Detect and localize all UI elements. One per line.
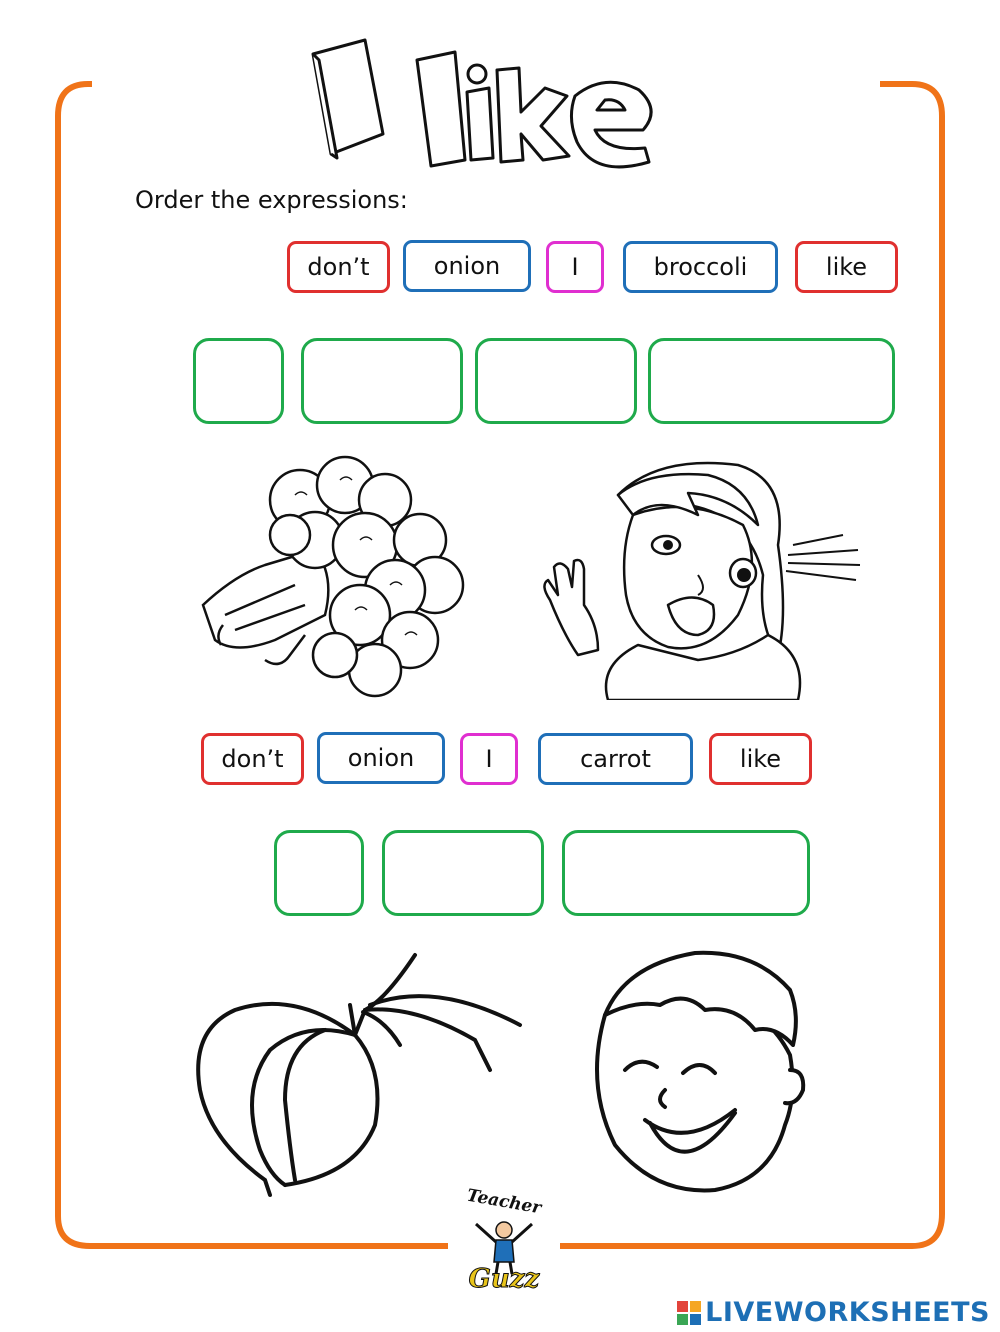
broccoli-icon — [195, 455, 470, 713]
liveworksheets-footer[interactable] — [677, 1297, 990, 1328]
answer-slot-1-4[interactable] — [648, 338, 895, 424]
answer-slot-1-2[interactable] — [301, 338, 463, 424]
logo-text-bottom: Guzz — [468, 1264, 540, 1294]
answer-slot-2-1[interactable] — [274, 830, 364, 916]
word-chip-onion-2[interactable]: onion — [317, 732, 445, 784]
word-chip-like-1[interactable]: like — [795, 241, 898, 293]
logo-text-top: Teacher — [465, 1185, 543, 1219]
teacher-guzz-logo — [446, 1185, 562, 1298]
word-chip-carrot-2[interactable]: carrot — [538, 733, 693, 785]
word-chip-onion-1[interactable]: onion — [403, 240, 531, 292]
liveworksheets-logo-icon — [677, 1301, 701, 1325]
page-title — [305, 30, 670, 175]
word-chip-i-2[interactable]: I — [460, 733, 518, 785]
word-chip-dont-1[interactable]: don’t — [287, 241, 390, 293]
onion-icon — [185, 950, 525, 1200]
word-chip-broccoli-1[interactable]: broccoli — [623, 241, 778, 293]
instruction-text: Order the expressions: — [135, 186, 408, 214]
word-chip-like-2[interactable]: like — [709, 733, 812, 785]
smiling-boy-icon — [565, 945, 810, 1205]
answer-slot-1-3[interactable] — [475, 338, 637, 424]
answer-slot-1-1[interactable] — [193, 338, 284, 424]
answer-slot-2-3[interactable] — [562, 830, 810, 916]
answer-slot-2-2[interactable] — [382, 830, 544, 916]
word-chip-dont-2[interactable]: don’t — [201, 733, 304, 785]
disgusted-girl-icon — [538, 455, 868, 700]
word-chip-i-1[interactable]: I — [546, 241, 604, 293]
liveworksheets-brand: LIVEWORKSHEETS — [705, 1297, 990, 1328]
